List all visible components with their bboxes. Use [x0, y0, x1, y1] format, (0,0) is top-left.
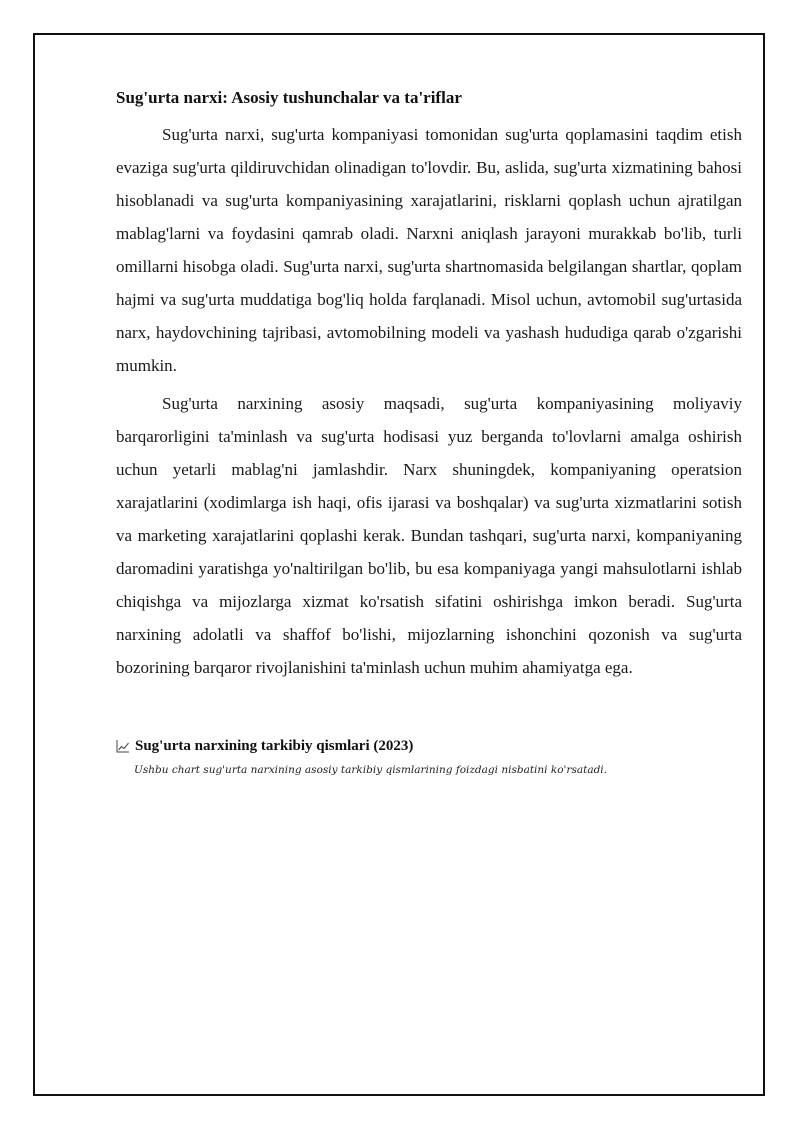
chart-line-icon: [116, 739, 130, 753]
figure-caption: Ushbu chart sug'urta narxining asosiy tarkibiy qismlarining foizdagi nisbatini ko'rsatadi.: [134, 764, 607, 776]
figure-title: Sug'urta narxining tarkibiy qismlari (2023): [135, 738, 414, 754]
paragraph-1: Sug'urta narxi, sug'urta kompaniyasi tomonidan sug'urta qoplamasini taqdim etish evaziga sug'urta qildiruvchidan olinadigan to'lovdir. Bu, aslida, sug'urta xizmatining bahosi hisoblanadi va sug'urta kompaniyasining xarajatlarini, risklarni qoplash uchun ajratilgan mablag'larni va foydasini qamrab oladi. Narxni aniqlash jarayoni murakkab bo'lib, turli omillarni hisobga oladi. Sug'urta narxi, sug'urta shartnomasida belgilangan shartlar, qoplam hajmi va sug'urta muddatiga bog'liq holda farqlanadi. Misol uchun, avtomobil sug'urtasida narx, haydovchining tajribasi, avtomobilning modeli va yashash hududiga qarab o'zgarishi mumkin.: [116, 125, 742, 375]
section-heading: Sug'urta narxi: Asosiy tushunchalar va ta'riflar: [116, 88, 462, 107]
figure-block: [116, 736, 742, 778]
document-body: [116, 86, 742, 689]
paragraph-2: Sug'urta narxining asosiy maqsadi, sug'urta kompaniyasining moliyaviy barqarorligini ta'minlash va sug'urta hodisasi yuz berganda to'lovlarni amalga oshirish uchun yetarli mablag'ni jamlashdir. Narx shuningdek, kompaniyaning operatsion xarajatlarini (xodimlarga ish haqi, ofis ijarasi va boshqalar) va sug'urta xizmatlarini sotish va marketing xarajatlarini qoplashi kerak. Bundan tashqari, sug'urta narxi, kompaniyaning daromadini yaratishga yo'naltirilgan bo'lib, bu esa kompaniyaga yangi mahsulotlarni ishlab chiqishga va mijozlarga xizmat ko'rsatish sifatini oshirishga imkon beradi. Sug'urta narxining adolatli va shaffof bo'lishi, mijozlarning ishonchini qozonish va sug'urta bozorining barqaror rivojlanishini ta'minlash uchun muhim ahamiyatga ega.: [116, 394, 742, 677]
figure-title-row: [116, 736, 742, 756]
